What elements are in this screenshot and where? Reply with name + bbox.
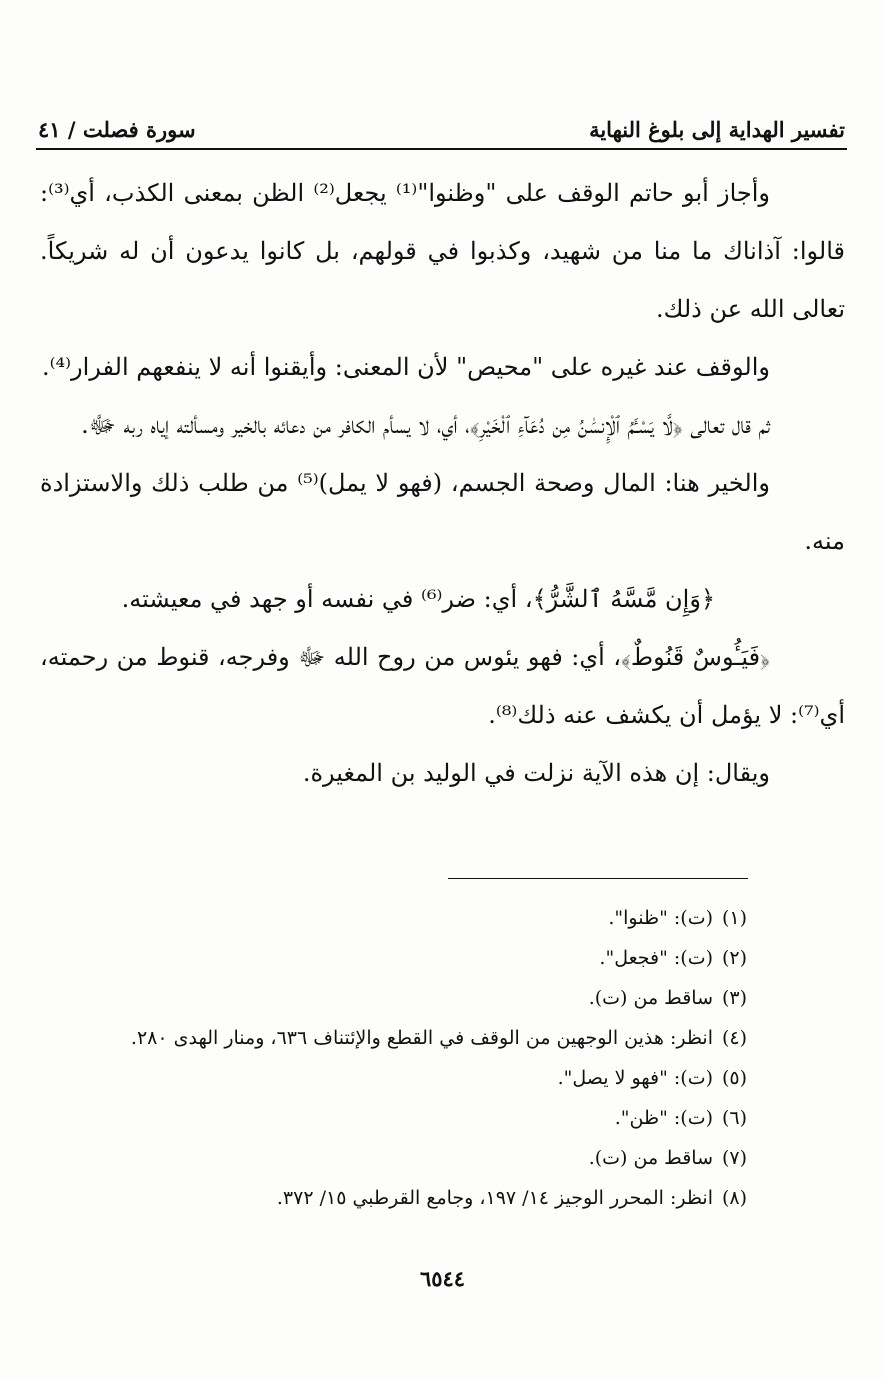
footnote-text: انظر: هذين الوجهين من الوقف في القطع والإئتناف ٦٣٦، ومنار الهدى ٢٨٠. [130,1027,713,1049]
surah-label: سورة فصلت / ٤١ [38,117,196,142]
paragraph: ﴿وَإِن مَّسَّهُ ٱلشَّرُّ﴾، أي: ضر⁽⁶⁾ في نفسه أو جهد في معيشته. [121,585,715,613]
page-number: ٦٥٤٤ [419,1266,466,1291]
paragraph: والخير هنا: المال وصحة الجسم، (فهو لا يمل)⁽⁵⁾ من طلب ذلك والاستزادة منه. [40,469,845,555]
running-header [38,100,845,142]
footnote-number: (٣) [721,987,747,1009]
footnote-number: (٤) [721,1027,747,1049]
footnote [40,938,747,978]
footnote [40,978,747,1018]
footnote-number: (٦) [721,1107,747,1129]
footnote-text: انظر: المحرر الوجيز ١٤/ ١٩٧، وجامع القرطبي ١٥/ ٣٧٢. [276,1187,713,1209]
footnote [40,1018,747,1058]
paragraph: ويقال: إن هذه الآية نزلت في الوليد بن المغيرة. [302,759,770,787]
paragraph: والوقف عند غيره على "محيص" لأن المعنى: وأيقنوا أنه لا ينفعهم الفرار⁽⁴⁾. [41,353,770,381]
footnote-number: (٧) [721,1147,747,1169]
main-text [40,164,845,802]
footnote-number: (٢) [721,947,747,969]
footnote-number: (٥) [721,1067,747,1089]
paragraph: وأجاز أبو حاتم الوقف على "وظنوا"⁽¹⁾ يجعل⁽²⁾ الظن بمعنى الكذب، أي⁽³⁾: قالوا: آذاناك ما منا من شهيد، وكذبوا في قولهم، بل كانوا يدعون أن له شريكاً. تعالى الله عن ذلك. [40,179,845,323]
paragraph: ثم قال تعالى ﴿لَّا يَسْـَٔمُ ٱلْإِنسَٰنُ مِن دُعَآءِ ٱلْخَيْرِ﴾، أي، لا يسأم الكافر من دعائه بالخير ومسألته إياه ربه ﷻ. [81,411,770,439]
footnote-text: (ت): "فجعل". [599,947,713,969]
footnote [40,1138,747,1178]
footnote-text: (ت): "ظنوا". [608,907,713,929]
footnote [40,898,747,938]
footnote-text: ساقط من (ت). [588,1147,713,1169]
footnotes [40,898,747,1218]
book-title: تفسير الهداية إلى بلوغ النهاية [589,117,845,142]
footnote-text: (ت): "ظن". [614,1107,713,1129]
footnote [40,1058,747,1098]
paragraph: ﴿فَيَـُٔوسٌ قَنُوطٌ﴾، أي: فهو يئوس من روح الله ﷻ وفرجه، قنوط من رحمته، أي⁽⁷⁾: لا يؤمل أن يكشف عنه ذلك⁽⁸⁾. [40,643,845,729]
footnote-number: (١) [721,907,747,929]
footnote-text: (ت): "فهو لا يصل". [557,1067,713,1089]
footnote-separator [448,878,748,879]
footnote [40,1098,747,1138]
footnote-text: ساقط من (ت). [588,987,713,1009]
footnote [40,1178,747,1218]
footnote-number: (٨) [721,1187,747,1209]
header-rule [36,148,847,150]
